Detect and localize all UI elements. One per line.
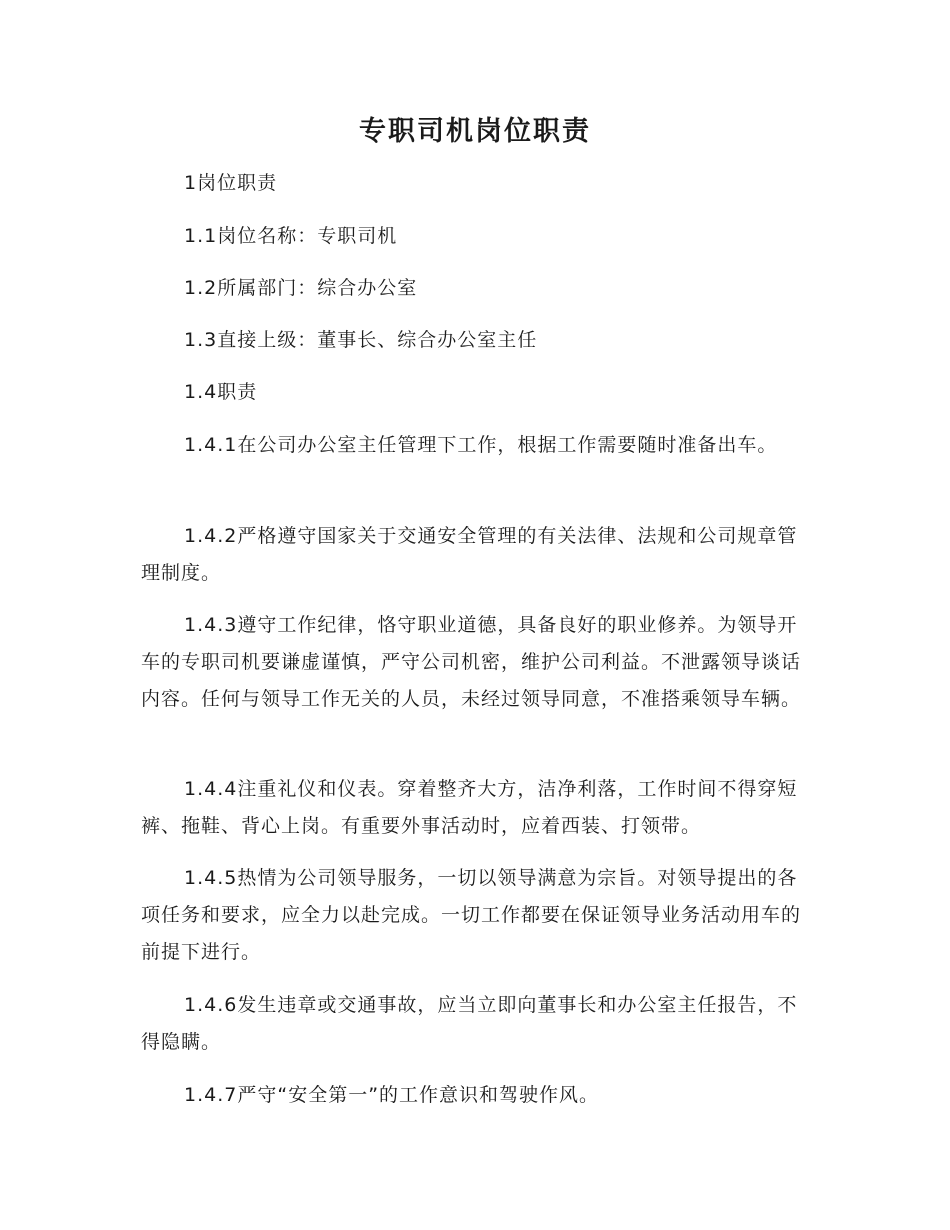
duty-item: 1.4.7严守“安全第一”的工作意识和驾驶作风。: [184, 1084, 600, 1106]
duty-item: 1.4.1在公司办公室主任管理下工作，根据工作需要随时准备出车。: [184, 434, 778, 456]
job-name-line: 1.1岗位名称：专职司机: [184, 225, 398, 247]
document-title: 专职司机岗位职责: [359, 116, 591, 147]
duty-item: 1.4.2严格遵守国家关于交通安全管理的有关法律、法规和公司规章管理制度。: [141, 525, 798, 584]
department-line: 1.2所属部门：综合办公室: [184, 277, 418, 299]
supervisor-line: 1.3直接上级：董事长、综合办公室主任: [184, 329, 538, 351]
duty-item: 1.4.3遵守工作纪律，恪守职业道德，具备良好的职业修养。为领导开车的专职司机要谦虚谨慎，严守公司机密，维护公司利益。不泄露领导谈话内容。任何与领导工作无关的人员，未经过领导同意，不准搭乘领导车辆。: [141, 614, 802, 710]
duty-item: 1.4.6发生违章或交通事故，应当立即向董事长和办公室主任报告，不得隐瞒。: [141, 994, 798, 1053]
duty-item: 1.4.5热情为公司领导服务，一切以领导满意为宗旨。对领导提出的各项任务和要求，应全力以赴完成。一切工作都要在保证领导业务活动用车的前提下进行。: [141, 867, 802, 963]
duties-heading: 1.4职责: [184, 381, 258, 403]
duty-item: 1.4.4注重礼仪和仪表。穿着整齐大方，洁净利落，工作时间不得穿短裤、拖鞋、背心上岗。有重要外事活动时，应着西装、打领带。: [141, 778, 798, 837]
section-heading: 1岗位职责: [184, 172, 278, 194]
